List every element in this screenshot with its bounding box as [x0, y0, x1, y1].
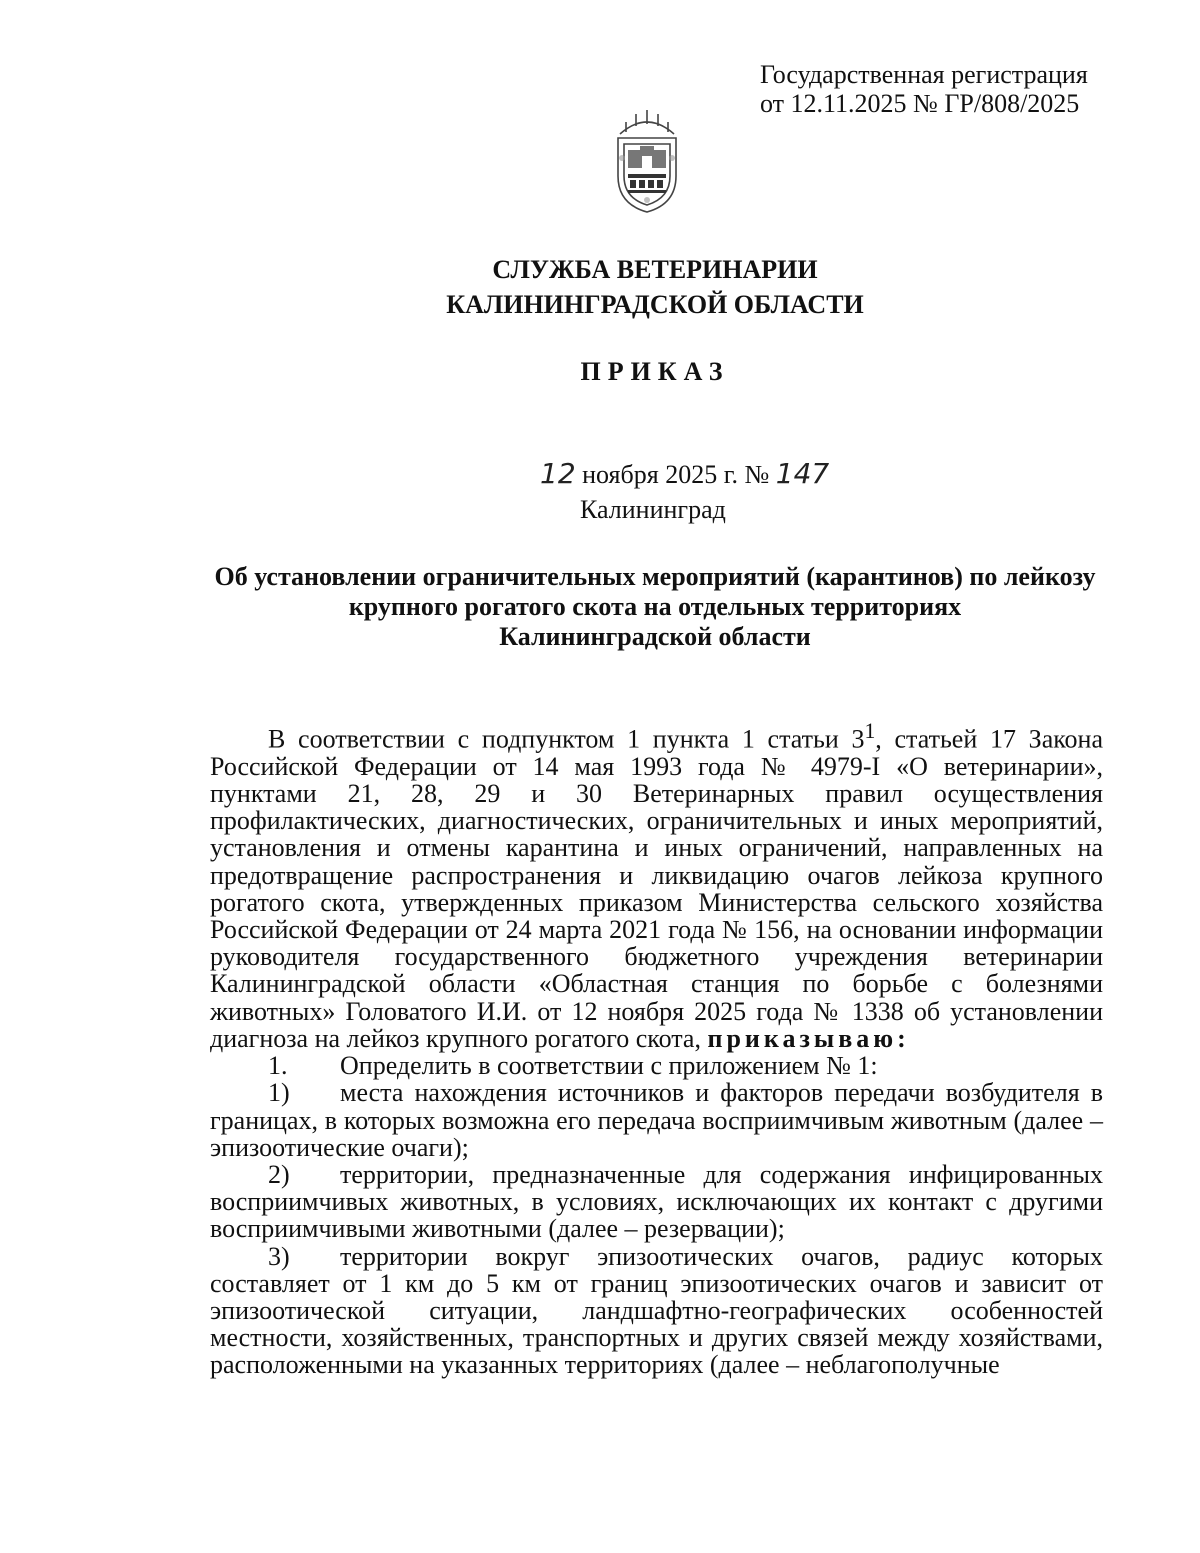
preamble-paragraph: В соответствии с подпунктом 1 пункта 1 статьи $3^1$, статьей 17 Закона Российской Федерации от 14 мая 1993 года № 4979-I «О ветеринарии», пунктами 21, 28, 29 и 30 Ветеринарных правил осуществления профилактических, диагностических, ограничительных и иных мероприятий, установления и отмены карантина и иных ограничений, направленных на предотвращение распространения и ликвидацию очагов лейкоза крупного рогатого скота, утвержденных приказом Министерства сельского хозяйства Российской Федерации от 24 марта 2021 года № 156, на основании информации руководителя государственного бюджетного учреждения ветеринарии Калининградской области «Областная станция по борьбе с болезнями животных» Головатого И.И. от 12 ноября 2025 года № 1338 об установлении диагноза на лейкоз крупного рогатого скота, приказываю:: [210, 719, 1103, 1053]
subject-line-1: Об установлении ограничительных мероприятий (карантинов) по лейкозу: [214, 562, 1096, 591]
organization-line-1: СЛУЖБА ВЕТЕРИНАРИИ: [492, 255, 818, 284]
subject-line-2: крупного рогатого скота на отдельных территориях: [348, 592, 962, 621]
list-item: 1) места нахождения источников и факторов передачи возбудителя в границах, в которых возможна его передача восприимчивым животным (далее – эпизоотические очаги);: [210, 1078, 1103, 1162]
order-month-year: ноября 2025 г. №: [582, 460, 770, 489]
registration-line-2: от 12.11.2025 № ГР/808/2025: [760, 89, 1080, 118]
list-item: 3) территории вокруг эпизоотических очагов, радиус которых составляет от 1 км до 5 км от границ эпизоотических очагов и зависит от эпизоотической ситуации, ландшафтно-географических особенностей местности, хозяйственных, транспортных и других связей между хозяйствами, расположенными на указанных территориях (далее – неблагополучные: [210, 1241, 1103, 1380]
state-registration-stamp: [760, 60, 1180, 118]
order-body: [210, 718, 1103, 1379]
list-item: 1. Определить в соответствии с приложением № 1:: [268, 1051, 878, 1081]
order-day: 12: [540, 457, 576, 490]
order-verb: приказываю:: [707, 1023, 910, 1053]
order-subject: [200, 562, 1110, 652]
subject-line-3: Калининградской области: [499, 622, 811, 651]
order-number: 147: [775, 457, 830, 490]
order-date-number: [540, 458, 829, 491]
registration-line-1: Государственная регистрация: [760, 60, 1088, 89]
organization-line-2: КАЛИНИНГРАДСКОЙ ОБЛАСТИ: [446, 290, 864, 319]
document-type: ПРИКАЗ: [580, 357, 730, 386]
list-item: 2) территории, предназначенные для содержания инфицированных восприимчивых животных, в условиях, исключающих их контакт с другими восприимчивыми животными (далее – резервации);: [210, 1159, 1103, 1244]
organization-name: [0, 252, 1200, 322]
order-city: Калининград: [580, 495, 726, 524]
coat-of-arms-icon: [606, 108, 688, 216]
superscript: 1: [864, 719, 876, 743]
